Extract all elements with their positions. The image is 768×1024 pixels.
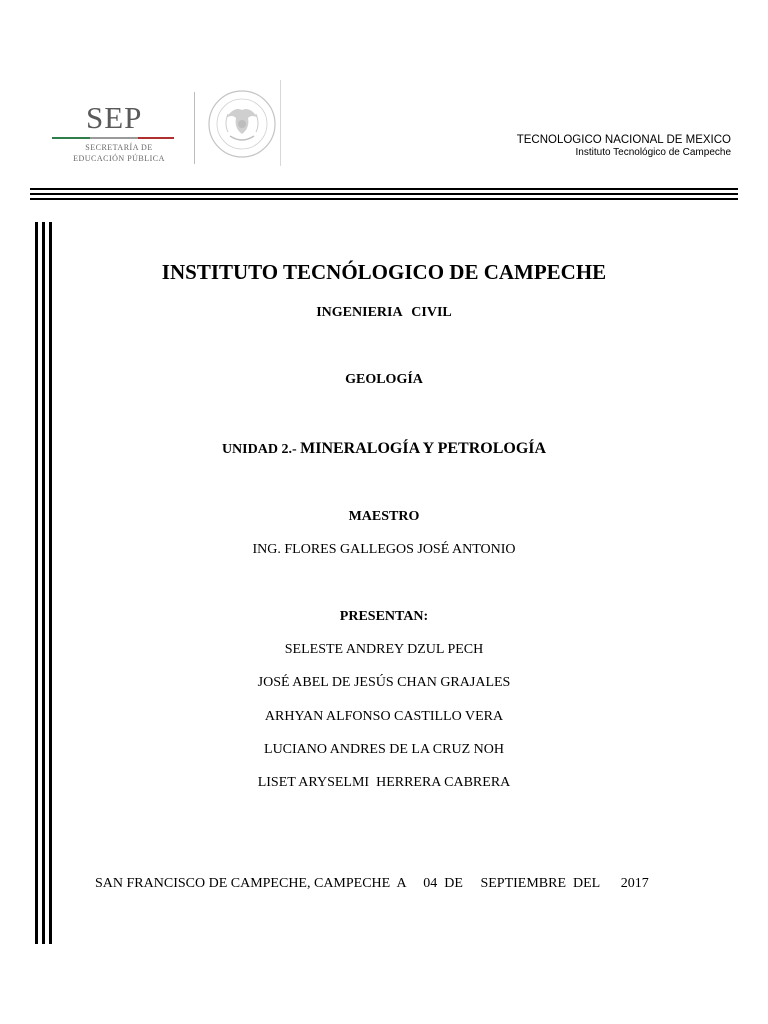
sep-flag-bar-green [52,137,90,139]
student-name: SELESTE ANDREY DZUL PECH [284,642,484,657]
header-rule-3 [30,198,738,200]
sep-flag-bar-grey [90,137,138,139]
mexican-coat-of-arms-seal-icon [204,84,280,164]
teacher-name: ING. FLORES GALLEGOS JOSÉ ANTONIO [252,542,516,557]
student-name: ARHYAN ALFONSO CASTILLO VERA [264,709,504,724]
sep-subtitle-line2: EDUCACIÓN PÚBLICA [73,154,165,163]
sep-acronym: SEP [86,100,143,135]
margin-rule-3 [49,222,52,944]
margin-rule-1 [35,222,38,944]
place-date: SAN FRANCISCO DE CAMPECHE, CAMPECHE A 04 DE SEPTIEMBRE DEL 2017 [95,876,649,891]
logo-divider [194,92,195,164]
career-title: INGENIERIA CIVIL [316,305,452,320]
logo-divider-right [280,80,281,166]
institution-campus: Instituto Tecnológico de Campeche [575,147,731,158]
institution-name: TECNOLOGICO NACIONAL DE MEXICO [516,134,731,146]
unit-name: MINERALOGÍA Y PETROLOGÍA [300,440,547,457]
sep-flag-bar-red [138,137,174,139]
header-rule-2 [30,193,738,195]
unit-prefix: UNIDAD 2.- [221,442,301,457]
student-name: LUCIANO ANDRES DE LA CRUZ NOH [264,742,504,757]
school-title: INSTITUTO TECNÓLOGICO DE CAMPECHE [161,260,607,284]
unit-title [0,440,768,458]
header-rule-1 [30,188,738,190]
teacher-label: MAESTRO [348,509,420,524]
student-name: JOSÉ ABEL DE JESÚS CHAN GRAJALES [257,675,511,690]
student-name: LISET ARYSELMI HERRERA CABRERA [257,775,511,790]
sep-subtitle-line1: SECRETARÍA DE [85,143,153,152]
institution-header [517,134,731,159]
margin-rule-2 [42,222,45,944]
subject-title: GEOLOGÍA [345,372,423,387]
presenters-label: PRESENTAN: [339,609,429,624]
